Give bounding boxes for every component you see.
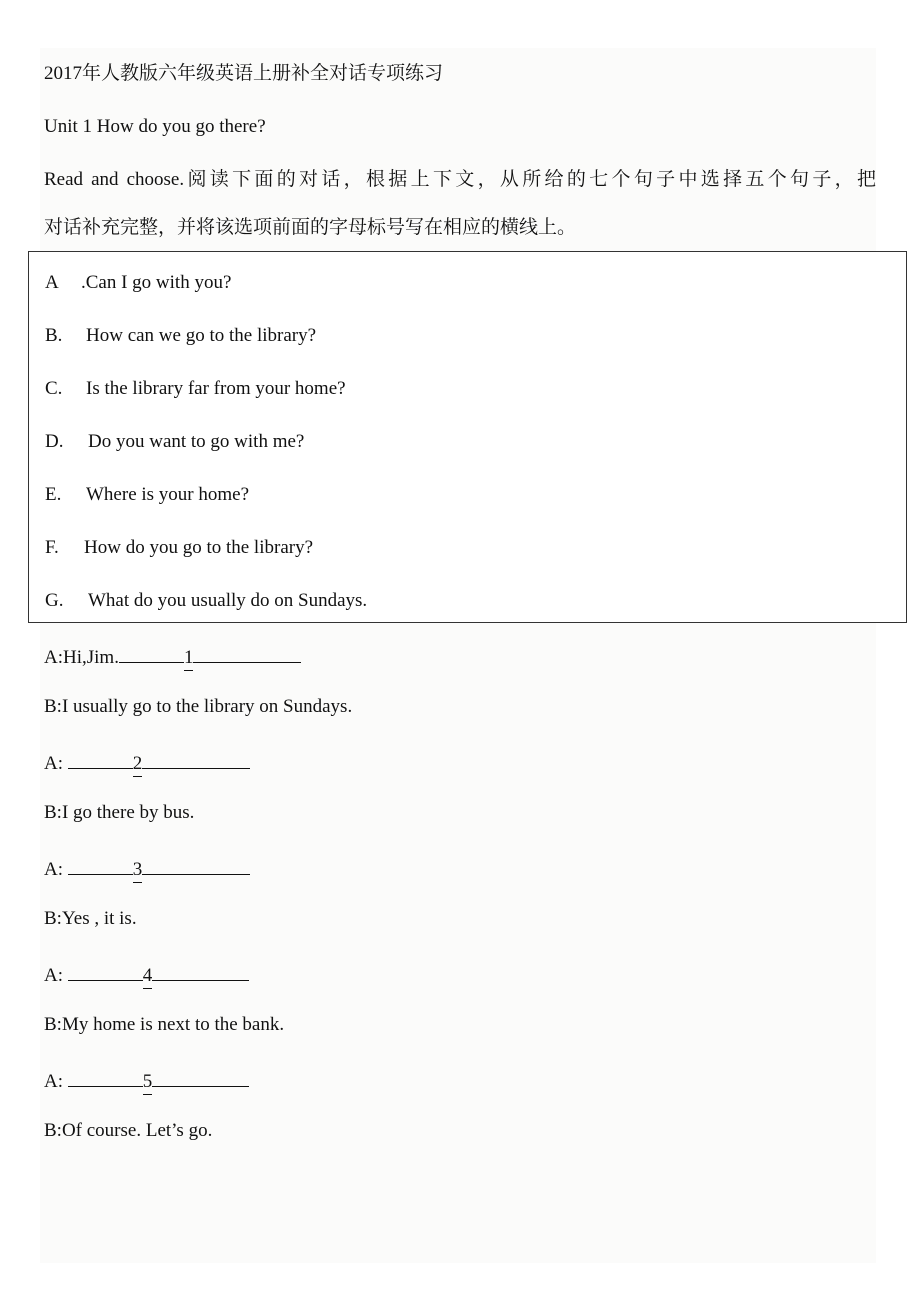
document-title: 2017年人教版六年级英语上册补全对话专项练习 xyxy=(44,63,444,84)
option-e xyxy=(45,483,249,507)
answer-blank[interactable] xyxy=(68,960,143,981)
option-letter: E. xyxy=(45,484,62,505)
option-letter: F. xyxy=(45,537,59,558)
instruction-line-1: Read and choose.阅读下面的对话，根据上下文，从所给的七个句子中选择五个句子，把 xyxy=(44,169,876,190)
option-letter: D. xyxy=(45,431,64,452)
blank-number: 3 xyxy=(133,858,143,883)
speaker-text: A: xyxy=(44,753,68,774)
dialogue-line-5 xyxy=(44,854,250,883)
blank-number: 5 xyxy=(143,1070,153,1095)
answer-blank[interactable] xyxy=(193,642,301,663)
speaker-text: A: xyxy=(44,859,68,880)
blank-number: 1 xyxy=(184,646,194,671)
dialogue-line-10: B:Of course. Let’s go. xyxy=(44,1120,213,1141)
dialogue-line-6: B:Yes , it is. xyxy=(44,908,137,929)
dialogue-line-1 xyxy=(44,642,301,671)
options-box xyxy=(28,251,907,623)
option-f xyxy=(45,536,313,560)
answer-blank[interactable] xyxy=(152,1066,249,1087)
option-d xyxy=(45,430,304,454)
instruction-line-2: 对话补充完整，并将该选项前面的字母标号写在相应的横线上。 xyxy=(44,217,577,238)
option-text: Do you want to go with me? xyxy=(88,431,305,452)
option-text: Where is your home? xyxy=(86,484,250,505)
speaker-text: A: xyxy=(44,965,68,986)
answer-blank[interactable] xyxy=(152,960,249,981)
answer-blank[interactable] xyxy=(68,854,133,875)
answer-blank[interactable] xyxy=(68,748,133,769)
speaker-text: A:Hi,Jim. xyxy=(44,647,119,668)
option-text: How can we go to the library? xyxy=(86,325,317,346)
option-letter: G. xyxy=(45,590,64,611)
option-text: Is the library far from your home? xyxy=(86,378,346,399)
option-c xyxy=(45,377,346,401)
dialogue-line-7 xyxy=(44,960,249,989)
speaker-text: A: xyxy=(44,1071,68,1092)
option-letter: B. xyxy=(45,325,63,346)
dialogue-line-9 xyxy=(44,1066,249,1095)
option-g xyxy=(45,589,367,613)
option-letter: C. xyxy=(45,378,63,399)
option-text: .Can I go with you? xyxy=(81,272,232,293)
dialogue-line-8: B:My home is next to the bank. xyxy=(44,1014,285,1035)
answer-blank[interactable] xyxy=(142,854,250,875)
option-b xyxy=(45,324,316,348)
dialogue-line-2: B:I usually go to the library on Sundays. xyxy=(44,696,353,717)
option-letter: A xyxy=(45,272,59,293)
dialogue-line-4: B:I go there by bus. xyxy=(44,802,195,823)
unit-heading: Unit 1 How do you go there? xyxy=(44,116,266,137)
blank-number: 2 xyxy=(133,752,143,777)
answer-blank[interactable] xyxy=(119,642,184,663)
blank-number: 4 xyxy=(143,964,153,989)
option-a xyxy=(45,271,231,295)
option-text: How do you go to the library? xyxy=(84,537,314,558)
answer-blank[interactable] xyxy=(68,1066,143,1087)
dialogue-line-3 xyxy=(44,748,250,777)
answer-blank[interactable] xyxy=(142,748,250,769)
option-text: What do you usually do on Sundays. xyxy=(88,590,368,611)
